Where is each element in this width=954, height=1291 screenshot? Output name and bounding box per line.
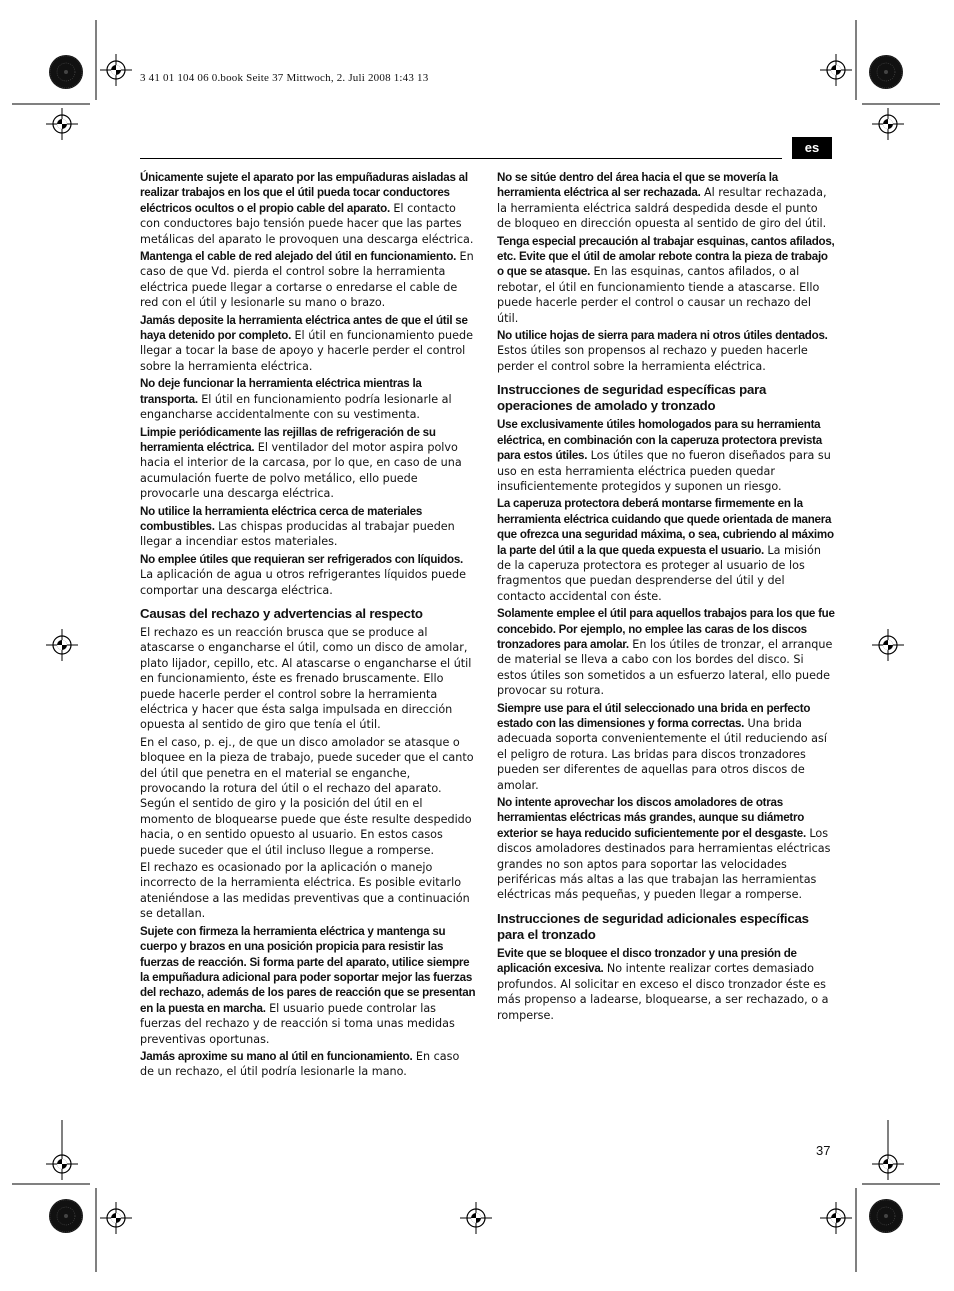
paragraph-text: La misión de la caperuza protectora es proteger al usuario de los fragmentos que puedan desprenderse del útil y del contacto accidental con éste. [497,543,821,603]
paragraph-text: La aplicación de agua u otros refrigerantes líquidos puede comportar una descarga eléctrica. [140,568,467,597]
paragraph-bold-lead: Jamás aproxime su mano al útil en funcionamiento. [140,1049,413,1063]
paragraph-text: En las esquinas, cantos afilados, o al rebotar, el útil en funcionamiento tiende a atascarse. Ello puede hacerle perder el control o causar un rechazo del útil. [497,265,820,325]
paragraph-bold-lead: Jamás deposite la herramienta eléctrica antes de que el útil se haya detenido por completo. [140,313,468,343]
paragraph-bold-lead: No utilice hojas de sierra para madera ni otros útiles dentados. [497,329,828,343]
paragraph-text: El rechazo es un reacción brusca que se produce al atascarse o engancharse el útil, como un disco de amolar, plato lijador, cepillo, etc. Al atascarse o engancharse el útil en funcionamiento, éste es frenado bruscamente. Ello puede hacerle perder el control sobre la herramienta eléctrica y hacer que ésta salga impulsada en dirección opuesta al sentido de giro que tenía el útil. [140,625,472,732]
paragraph [140,1049,476,1080]
paragraph-text: El usuario puede controlar las fuerzas del rechazo y de reacción si toma unas medidas preventivas oportunas. [140,1001,455,1046]
paragraph-text: Al resultar rechazada, la herramienta eléctrica saldrá despedida desde el punto de bloqueo en dirección opuesta al sentido de giro del útil. [497,186,827,231]
right-column [497,170,835,1025]
paragraph [140,625,476,733]
paragraph-bold-lead: Tenga especial precaución al trabajar esquinas, cantos afilados, etc. Evite que el útil de amolar rebote contra la pieza de trabajo o que se atasque. [497,234,835,279]
paragraph [497,417,835,494]
paragraph-bold-lead: No intente aprovechar los discos amoladores de otras herramientas eléctricas más grandes, aunque su diámetro exterior se haya reducido suficientemente por el desgaste. [497,796,806,840]
paragraph-bold-lead: La caperuza protectora deberá montarse firmemente en la herramienta eléctrica cuidando que quede orientada de manera que ofrezca una seguridad máxima, o sea, cubriendo al máximo la parte del útil a la que queda expuesta el usuario. [497,497,834,557]
paragraph-bold-lead: Use exclusivamente útiles homologados para su herramienta eléctrica, en combinación con la caperuza protectora prevista para estos útiles. [497,418,822,463]
book-header-line: 3 41 01 104 06 0.book Seite 37 Mittwoch, 2. Juli 2008 1:43 13 [140,72,429,84]
paragraph-text: Las chispas producidas al trabajar pueden llegar a incendiar estos materiales. [140,519,455,549]
paragraph-text: Los útiles que no fueron diseñados para su uso en esta herramienta eléctrica pueden quedar insuficientemente protegidos y suponen un riesgo. [497,449,831,493]
paragraph [497,795,835,903]
section-heading: Causas del rechazo y advertencias al respecto [140,605,423,621]
section-heading: Instrucciones de seguridad adicionales específicas para el tronzado [497,910,809,942]
paragraph-bold-lead: No emplee útiles que requieran ser refrigerados con líquidos. [140,552,463,566]
paragraph-bold-lead: Siempre use para el útil seleccionado una brida en perfecto estado con las dimensiones y forma correctas. [497,701,811,730]
paragraph-text: El útil en funcionamiento puede llegar a tocar la base de apoyo y hacerle perder el control sobre la herramienta eléctrica. [140,329,473,373]
paragraph [140,924,476,1047]
paragraph-text: Estos útiles son propensos al rechazo y pueden hacerle perder el control sobre la herramienta eléctrica. [497,344,808,373]
paragraph-bold-lead: Evite que se bloquee el disco tronzador y una presión de aplicación excesiva. [497,946,797,976]
paragraph-text: El contacto con conductores bajo tensión puede hacer que las partes metálicas del aparato le provoquen una descarga eléctrica. [140,201,474,246]
top-rule [140,158,782,159]
paragraph [497,606,835,698]
paragraph [497,328,835,374]
paragraph-bold-lead: Únicamente sujete el aparato por las empuñaduras aisladas al realizar trabajos en los que el útil pueda tocar conductores eléctricos ocultos o el propio cable del aparato. [140,171,468,215]
paragraph [140,249,476,311]
language-badge: es [792,137,832,159]
paragraph-text: En los útiles de tronzar, el arranque de material se lleva a cabo con los bordes del disco. Si estos útiles son sometidos a un esfuerzo lateral, ello puede provocar su rotura. [497,637,833,698]
paragraph-text: El útil en funcionamiento podría lesionarle al engancharse accidentalmente con su vestimenta. [140,392,452,422]
paragraph [140,735,476,858]
paragraph-text: Los discos amoladores destinados para herramientas eléctricas grandes no son aptos para soportar las velocidades periféricas más altas a las que trabajan las herramientas eléctricas más pequeñas, y pueden llegar a romperse. [497,826,831,902]
paragraph-text: No intente realizar cortes demasiado profundos. Al solicitar en exceso el disco tronzador éste es más propenso a ladearse, bloquearse, a ser rechazado, o a romperse. [497,962,829,1022]
paragraph-bold-lead: Sujete con firmeza la herramienta eléctrica y mantenga su cuerpo y brazos en una posición propicia para resistir las fuerzas de reacción. Si forma parte del aparato, utilice siempre la empuñadura adicional para poder soportar mejor las fuerzas del rechazo, además de los pares de reacción que se presentan en la puesta en marcha. [140,924,476,1015]
paragraph-bold-lead: No se sitúe dentro del área hacia el que se movería la herramienta eléctrica al ser rechazada. [497,171,778,200]
section-heading: Instrucciones de seguridad específicas para operaciones de amolado y tronzado [497,382,767,414]
page-number: 37 [816,1143,831,1158]
paragraph [497,496,835,604]
paragraph-text: En caso de que Vd. pierda el control sobre la herramienta eléctrica puede llegar a cortarse o enredarse el cable de red con el útil y lesionarle su mano o brazo. [140,250,474,310]
paragraph [140,313,476,375]
paragraph [497,701,835,793]
paragraph-text: El rechazo es ocasionado por la aplicación o manejo incorrecto de la herramienta eléctrica. Es posible evitarlo ateniéndose a las medidas preventivas que a continuación se detallan. [140,861,470,921]
paragraph [497,170,835,232]
paragraph [140,504,476,550]
paragraph [140,860,476,922]
paragraph-bold-lead: Limpie periódicamente las rejillas de refrigeración de su herramienta eléctrica. [140,425,436,454]
left-column [140,170,476,1082]
paragraph-bold-lead: No utilice la herramienta eléctrica cerca de materiales combustibles. [140,504,423,533]
paragraph [140,552,476,598]
paragraph [497,234,835,326]
paragraph [140,170,476,247]
paragraph [140,425,476,502]
paragraph-bold-lead: Mantenga el cable de red alejado del útil en funcionamiento. [140,250,457,264]
paragraph-text: En el caso, p. ej., de que un disco amolador se atasque o bloquee en la pieza de trabajo, puede suceder que el canto del útil que penetra en el material se enganche, provocando la rotura del útil o el rechazo del aparato. Según el sentido de giro y la posición del útil en el momento de bloquearse puede que éste resulte despedido hacia, o en sentido opuesto al usuario. En estos casos puede suceder que el útil incluso llegue a romperse. [140,735,474,857]
paragraph-bold-lead: Solamente emplee el útil para aquellos trabajos para los que fue concebido. Por ejemplo, no emplee las caras de los discos tronzadores para amolar. [497,607,835,651]
paragraph-text: En caso de un rechazo, el útil podría lesionarle la mano. [140,1049,460,1079]
paragraph-text: El ventilador del motor aspira polvo hacia el interior de la carcasa, por lo que, en caso de una acumulación fuerte de polvo metálico, ello puede provocarle una descarga eléctrica. [140,440,462,501]
paragraph [140,376,476,422]
paragraph-text: Una brida adecuada soporta convenientemente el útil reduciendo así el peligro de rotura. Las bridas para discos tronzadores pueden ser diferentes de aquellas para otros discos de amolar. [497,717,827,792]
paragraph-bold-lead: No deje funcionar la herramienta eléctrica mientras la transporta. [140,377,422,406]
paragraph [497,946,835,1023]
